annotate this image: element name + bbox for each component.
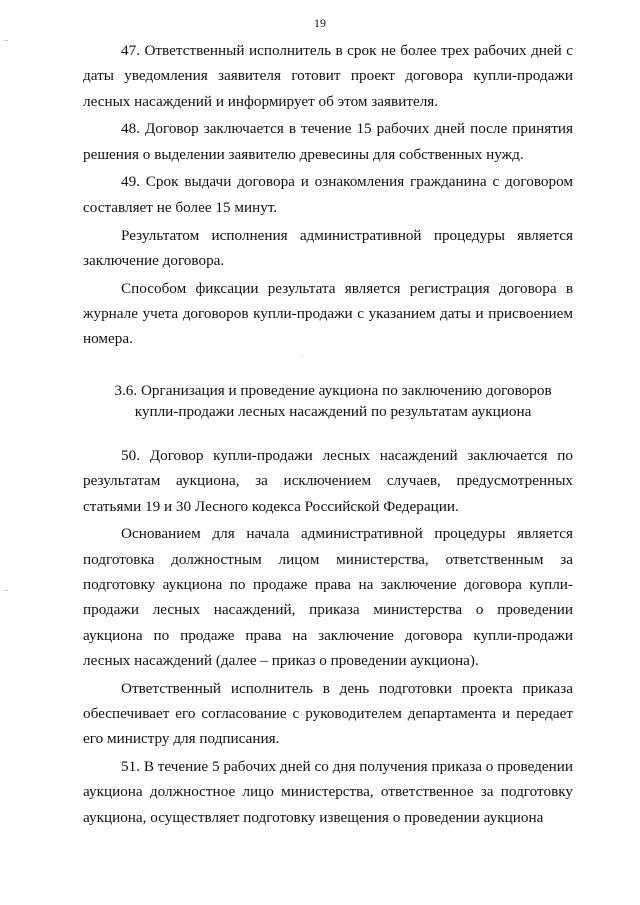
section-heading — [83, 380, 573, 422]
paragraph-approval: Ответственный исполнитель в день подготовки проекта приказа обеспечивает его согласование с руководителем департамента и передает его министру для подписания. — [83, 679, 573, 748]
page-number: 19 — [314, 16, 326, 30]
paragraph-50: 50. Договор купли-продажи лесных насаждений заключается по результатам аукциона, за исключением случаев, предусмотренных статьями 19 и 30 Лесного кодекса Российской Федерации. — [83, 447, 573, 515]
paragraph-result: Результатом исполнения административной процедуры является заключение договора. — [83, 226, 573, 269]
scan-margin-mark — [4, 40, 8, 41]
paragraph-fixation: Способом фиксации результата является регистрация договора в журнале учета договоров купли-продажи с указанием даты и присвоением номера. — [83, 279, 573, 348]
paragraph-51: 51. В течение 5 рабочих дней со дня получения приказа о проведении аукциона должностное лицо министерства, ответственное за подготовку аукциона, осуществляет подготовку извещения о проведении аукциона — [83, 758, 573, 826]
section-heading-line-1: 3.6. Организация и проведение аукциона по заключению договоров — [114, 382, 552, 400]
paragraph-47: 47. Ответственный исполнитель в срок не более трех рабочих дней с даты уведомления заявителя готовит проект договора купли-продажи лесных насаждений и информирует об этом заявителя. — [83, 42, 573, 110]
document-body — [83, 38, 573, 833]
scan-margin-mark — [4, 590, 8, 591]
paragraph-48: 48. Договор заключается в течение 15 рабочих дней после принятия решения о выделении заявителю древесины для собственных нужд. — [83, 120, 573, 163]
paragraph-basis: Основанием для начала административной процедуры является подготовка должностным лицом министерства, ответственным за подготовку аукциона по продаже права на заключение договора купли-продажи лесных насаждений, приказа министерства о проведении аукциона по продаже права на заключение договора купли-продажи лесных насаждений (далее – приказ о проведении аукциона). — [83, 525, 573, 669]
section-heading-line-2: купли-продажи лесных насаждений по результатам аукциона — [134, 403, 532, 421]
paragraph-49: 49. Срок выдачи договора и ознакомления гражданина с договором составляет не более 15 минут. — [83, 173, 573, 216]
